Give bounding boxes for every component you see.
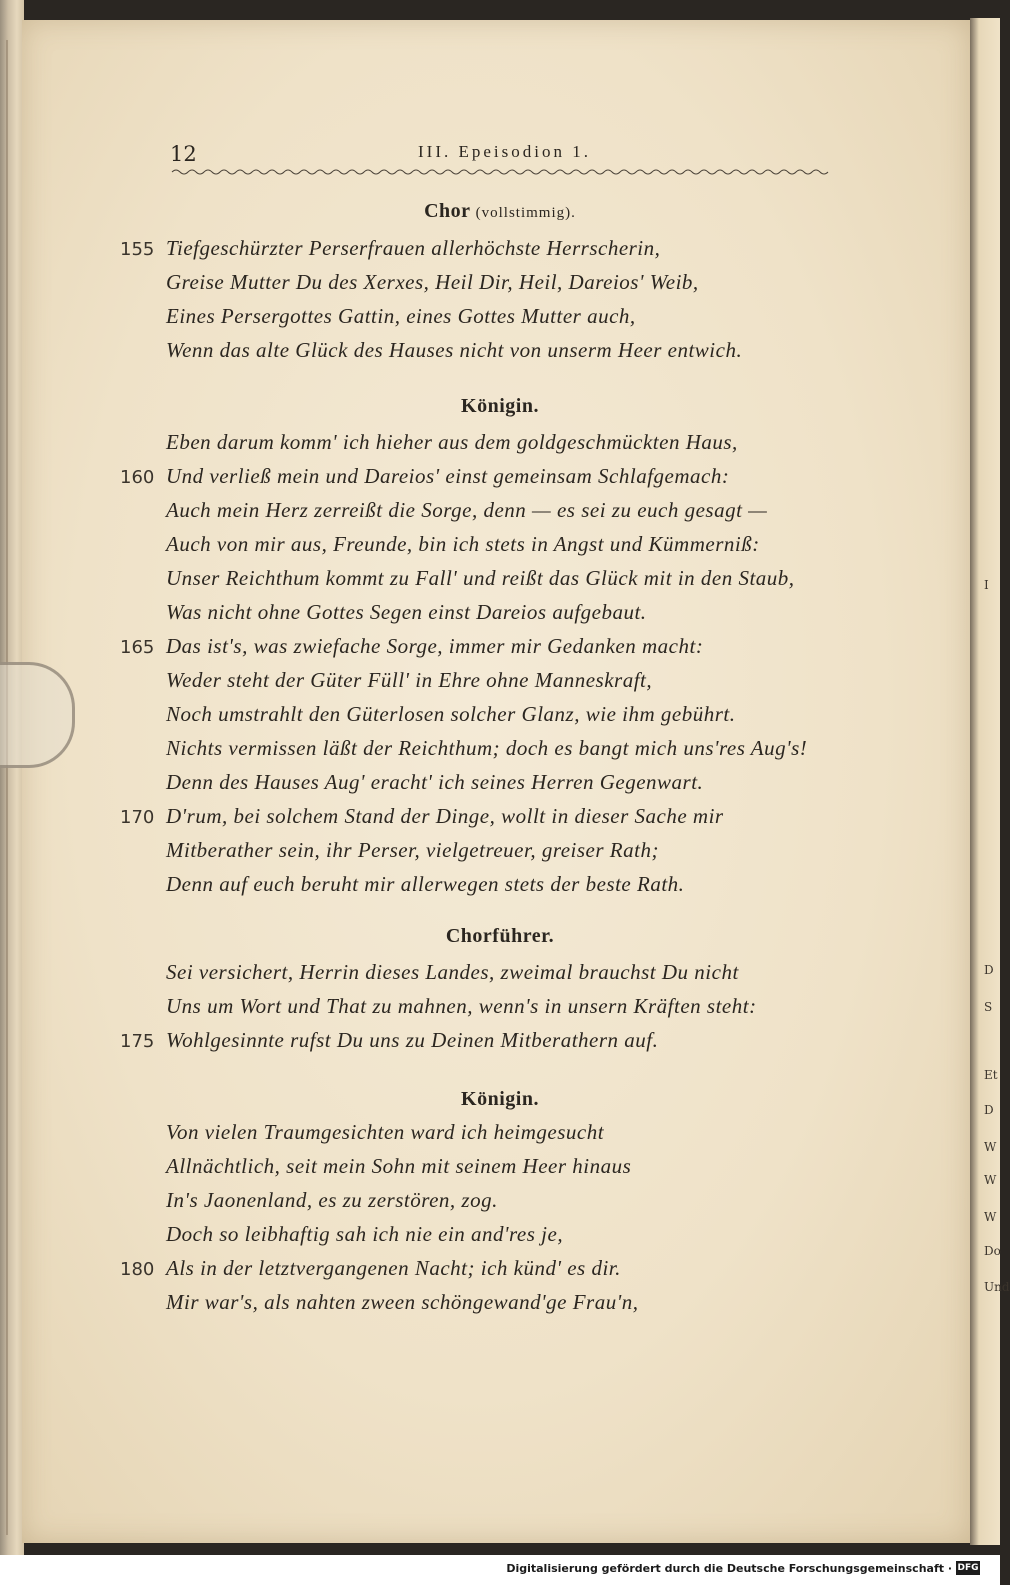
speaker-heading [0,200,1000,223]
verse-text: Mitberather sein, ihr Perser, vielgetreuer, greiser Rath; [166,838,659,862]
facing-page-edge [970,18,1010,1545]
verse-line [120,960,739,994]
verse-line [120,1290,638,1324]
verse-line [120,600,647,634]
facing-page-fragment: Et [984,1068,998,1082]
verse-line [120,304,636,338]
line-number: 155 [120,239,155,260]
verse-text: Weder steht der Güter Füll' in Ehre ohne Manneskraft, [166,668,653,692]
dfg-logo: DFG [957,1563,979,1573]
verse-line [120,736,807,770]
speaker-name: Chorführer. [445,925,555,947]
facing-page-fragment: S [984,1000,993,1014]
verse-text: Auch von mir aus, Freunde, bin ich stets in Angst und Kümmerniß: [166,532,760,556]
verse-line [120,338,742,372]
page-number: 12 [170,142,197,166]
verse-text: Mir war's, als nahten zween schöngewand'ge Frau'n, [166,1290,639,1314]
facing-page-fragment: W [984,1140,997,1154]
footer-credit: Digitalisierung gefördert durch die Deutsche Forschungsgemeinschaft · [506,1562,952,1575]
verse-text: D'rum, bei solchem Stand der Dinge, wollt in dieser Sache mir [166,804,724,828]
verse-text: Uns um Wort und That zu mahnen, wenn's in unsern Kräften steht: [166,994,757,1018]
verse-text: Unser Reichthum kommt zu Fall' und reißt das Glück mit in den Staub, [166,566,795,590]
facing-page-fragment: Und [984,1280,1010,1294]
speaker-heading [0,395,1000,418]
verse-line [120,994,757,1028]
verse-text: Und verließ mein und Dareios' einst gemeinsam Schlafgemach: [166,464,730,488]
verse-line [120,566,795,600]
speaker-name: Königin. [461,1088,539,1110]
verse-text: Greise Mutter Du des Xerxes, Heil Dir, Heil, Dareios' Weib, [166,270,699,294]
verse-text: Tiefgeschürzter Perserfrauen allerhöchste Herrscherin, [166,236,661,260]
facing-page-fragment: D [984,1103,994,1117]
verse-text: Denn des Hauses Aug' eracht' ich seines Herren Gegenwart. [166,770,704,794]
verse-text: Nichts vermissen läßt der Reichthum; doch es bangt mich uns'res Aug's! [166,736,808,760]
verse-text: In's Jaonenland, es zu zerstören, zog. [166,1188,498,1212]
verse-text: Auch mein Herz zerreißt die Sorge, denn — es sei zu euch gesagt — [166,498,768,522]
book-left-edge [0,0,24,1555]
verse-line [120,270,699,304]
verse-line [120,1256,621,1290]
digitization-footer [0,1555,1000,1585]
verse-text: Noch umstrahlt den Güterlosen solcher Glanz, wie ihm gebührt. [166,702,736,726]
edge-band [6,40,8,1535]
verse-text: Das ist's, was zwiefache Sorge, immer mir Gedanken macht: [166,634,704,658]
speaker-heading [0,925,1000,948]
verse-text: Doch so leibhaftig sah ich nie ein and'res je, [166,1222,564,1246]
page-clip-tab [0,662,75,768]
line-number: 175 [120,1031,155,1052]
verse-text: Eben darum komm' ich hieher aus dem goldgeschmückten Haus, [166,430,738,454]
verse-line [120,872,684,906]
facing-page-fragment: D [984,963,994,977]
page-header [170,142,830,168]
running-title: III. Epeisodion 1. [418,142,591,161]
verse-line [120,1028,658,1062]
verse-line [120,1120,604,1154]
verse-line [120,532,760,566]
verse-text: Allnächtlich, seit mein Sohn mit seinem Heer hinaus [166,1154,632,1178]
verse-line [120,1154,631,1188]
verse-line [120,634,703,668]
speaker-name: Chor [424,200,471,222]
verse-line [120,498,767,532]
line-number: 170 [120,807,155,828]
facing-page-fragment: Do [984,1244,1001,1258]
facing-page-fragment: W [984,1210,997,1224]
facing-page-fragment: W [984,1173,997,1187]
verse-text: Denn auf euch beruht mir allerwegen stets der beste Rath. [166,872,685,896]
verse-text: Wohlgesinnte rufst Du uns zu Deinen Mitberathern auf. [166,1028,659,1052]
verse-line [120,770,703,804]
verse-text: Als in der letztvergangenen Nacht; ich künd' es dir. [166,1256,621,1280]
verse-line [120,1222,563,1256]
ornamental-rule [172,166,830,178]
line-number: 180 [120,1259,155,1280]
line-number: 165 [120,637,155,658]
verse-text: Von vielen Traumgesichten ward ich heimgesucht [166,1120,605,1144]
verse-text: Was nicht ohne Gottes Segen einst Dareios aufgebaut. [166,600,647,624]
speaker-name: Königin. [461,395,539,417]
verse-line [120,1188,498,1222]
verse-line [120,236,660,270]
facing-page-fragment: I [984,578,989,592]
verse-line [120,668,652,702]
verse-line [120,838,659,872]
speaker-note: (vollstimmig). [475,205,576,221]
verse-line [120,430,738,464]
verse-line [120,804,724,838]
line-number: 160 [120,467,155,488]
verse-text: Wenn das alte Glück des Hauses nicht von unserm Heer entwich. [166,338,743,362]
verse-line [120,464,729,498]
speaker-heading [0,1088,1000,1111]
verse-line [120,702,735,736]
verse-text: Sei versichert, Herrin dieses Landes, zweimal brauchst Du nicht [166,960,739,984]
verse-text: Eines Persergottes Gattin, eines Gottes Mutter auch, [166,304,636,328]
